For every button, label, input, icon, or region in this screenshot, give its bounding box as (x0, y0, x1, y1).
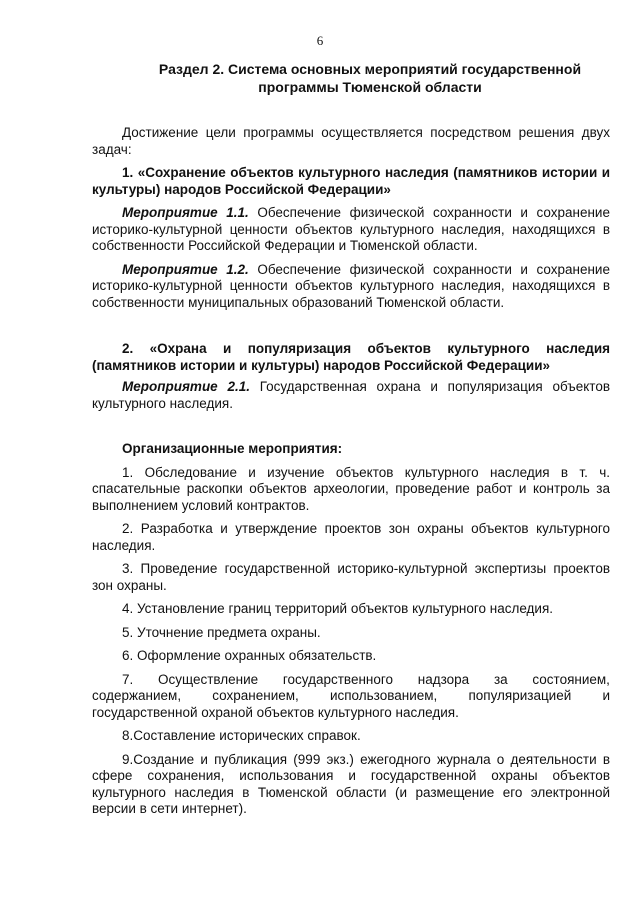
intro-paragraph: Достижение цели программы осуществляется посредством решения двух задач: (92, 125, 610, 157)
measure-1-1-label: Мероприятие 1.1. (122, 205, 249, 220)
org-item-7-word: использованием, (329, 688, 438, 703)
task-2-heading: 2. «Охрана и популяризация объектов культурного наследия (памятников истории и культуры) народов Российской Федерации» (92, 341, 610, 373)
org-item-1: 1. Обследование и изучение объектов культурного наследия в т. ч. спасательные раскопки объектов археологии, проведение работ и контроль за выполнением условий контрактов. (92, 464, 610, 513)
measure-1-1-text: Обеспечение физической сохранности и сохранение историко-культурной ценности объектов культурного наследия, находящихся в собственности Российской Федерации и Тюменской области. (92, 205, 610, 253)
org-item-7-word: за (493, 671, 508, 687)
org-item-2: 2. Разработка и утверждение проектов зон охраны объектов культурного наследия. (92, 521, 610, 553)
org-item-7-word: сохранением, (212, 688, 299, 703)
measure-1-2 (92, 262, 610, 312)
measure-1-1 (92, 205, 610, 255)
org-item-7-line-3: государственной охраной объектов культурного наследия. (92, 704, 459, 720)
org-item-6: 6. Оформление охранных обязательств. (122, 648, 377, 663)
measure-2-1-label: Мероприятие 2.1. (122, 379, 250, 394)
org-item-7-word: популяризацией (468, 688, 572, 703)
measure-1-2-label: Мероприятие 1.2. (122, 261, 249, 277)
org-item-8: 8.Составление исторических справок. (122, 728, 361, 743)
measure-2-1 (92, 379, 610, 412)
document-body (92, 125, 610, 818)
section-title-line-1: Раздел 2. Система основных мероприятий государственной (158, 61, 582, 77)
page-number: 6 (316, 33, 324, 48)
measure-1-2-text: Обеспечение физической сохранности и сохранение историко-культурной ценности объектов культурного наследия, находящихся в собственности муниципальных образований Тюменской области. (92, 261, 610, 310)
org-item-7-word: Осуществление (158, 671, 259, 687)
org-item-5: 5. Уточнение предмета охраны. (122, 624, 321, 640)
org-item-7-word: состоянием, (532, 671, 610, 687)
org-item-9: 9.Создание и публикация (999 экз.) ежегодного журнала о деятельности в сфере сохранения, использования и государственной охраны объектов культурного наследия в Тюменской области (и размещение его электронной версии в сети интернет). (92, 751, 610, 816)
org-item-7 (92, 672, 610, 722)
org-item-7-word: 7. (122, 671, 134, 687)
org-item-7-word: и (602, 688, 610, 703)
organizational-heading: Организационные мероприятия: (122, 441, 343, 456)
org-item-7-word: содержанием, (92, 688, 182, 703)
org-item-4: 4. Установление границ территорий объектов культурного наследия. (122, 601, 554, 616)
section-title (140, 60, 600, 96)
section-title-line-2: программы Тюменской области (258, 79, 482, 95)
task-1-heading: 1. «Сохранение объектов культурного наследия (памятников истории и культуры) народов Российской Федерации» (92, 165, 610, 197)
org-item-7-line-2 (92, 688, 610, 705)
org-item-7-word: государственного (282, 671, 394, 687)
org-item-7-word: надзора (417, 671, 470, 687)
org-item-3: 3. Проведение государственной историко-культурной экспертизы проектов зон охраны. (92, 561, 610, 593)
org-item-7-line-1 (92, 672, 610, 689)
measure-2-1-text: Государственная охрана и популяризация объектов культурного наследия. (92, 379, 610, 411)
